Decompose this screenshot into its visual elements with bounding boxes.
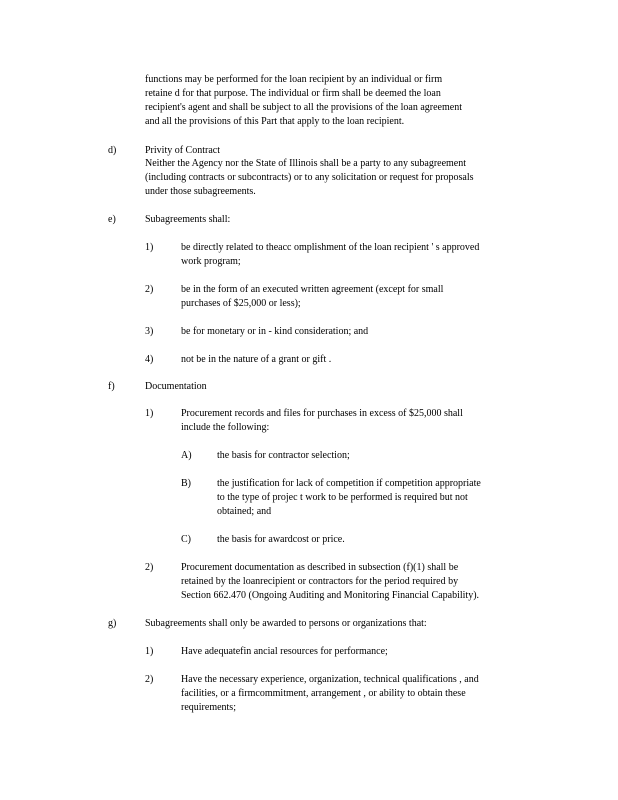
section-g-marker: g) [108,618,117,629]
intro-line-4: and all the provisions of this Part that apply to the loan recipient. [145,116,405,127]
f-item-2-marker: 2) [145,562,154,573]
e-item-3-line-1: be for monetary or in - kind consideration; and [181,326,369,337]
intro-line-3: recipient's agent and shall be subject to all the provisions of the loan agreement [145,102,462,113]
section-e-marker: e) [108,214,116,225]
e-item-2-line-1: be in the form of an executed written agreement (except for small [181,284,444,295]
section-d-line-3: under those subagreements. [145,186,256,197]
section-f-heading: Documentation [145,381,207,392]
f-sub-c-line-1: the basis for awardcost or price. [217,534,345,545]
section-e-heading: Subagreements shall: [145,214,231,225]
e-item-2-marker: 2) [145,284,154,295]
g-item-2-line-2: facilities, or a firmcommitment, arrangement , or ability to obtain these [181,688,466,699]
g-item-2-line-3: requirements; [181,702,236,713]
g-item-1-marker: 1) [145,646,154,657]
f-sub-b-marker: B) [181,478,191,489]
section-d-line-2: (including contracts or subcontracts) or to any solicitation or request for proposals [145,172,474,183]
g-item-1-line-1: Have adequatefin ancial resources for performance; [181,646,388,657]
intro-line-1: functions may be performed for the loan recipient by an individual or firm [145,74,443,85]
e-item-4-line-1: not be in the nature of a grant or gift . [181,354,332,365]
f-sub-a-marker: A) [181,450,192,461]
f-sub-a-line-1: the basis for contractor selection; [217,450,350,461]
f-sub-b-line-3: obtained; and [217,506,272,517]
section-f-marker: f) [108,381,115,392]
section-d-line-1: Neither the Agency nor the State of Illinois shall be a party to any subagreement [145,158,467,169]
f-item-1-line-1: Procurement records and files for purchases in excess of $25,000 shall [181,408,463,419]
e-item-4-marker: 4) [145,354,154,365]
section-d-heading: Privity of Contract [145,145,220,156]
g-item-2-marker: 2) [145,674,154,685]
e-item-2-line-2: purchases of $25,000 or less); [181,298,301,309]
intro-line-2: retaine d for that purpose. The individual or firm shall be deemed the loan [145,88,441,99]
section-g-heading: Subagreements shall only be awarded to persons or organizations that: [145,618,427,629]
f-item-1-line-2: include the following: [181,422,270,433]
f-sub-b-line-1: the justification for lack of competition if competition appropriate [217,478,481,489]
f-sub-c-marker: C) [181,534,191,545]
f-item-1-marker: 1) [145,408,154,419]
f-item-2-line-2: retained by the loanrecipient or contractors for the period required by [181,576,459,587]
e-item-1-marker: 1) [145,242,154,253]
e-item-3-marker: 3) [145,326,154,337]
section-d-marker: d) [108,145,117,156]
f-item-2-line-1: Procurement documentation as described in subsection (f)(1) shall be [181,562,459,573]
e-item-1-line-2: work program; [181,256,241,267]
f-item-2-line-3: Section 662.470 (Ongoing Auditing and Monitoring Financial Capability). [181,590,480,601]
e-item-1-line-1: be directly related to theacc omplishment of the loan recipient ' s approved [181,242,480,253]
f-sub-b-line-2: to the type of projec t work to be performed is required but not [217,492,468,503]
g-item-2-line-1: Have the necessary experience, organization, technical qualifications , and [181,674,479,685]
